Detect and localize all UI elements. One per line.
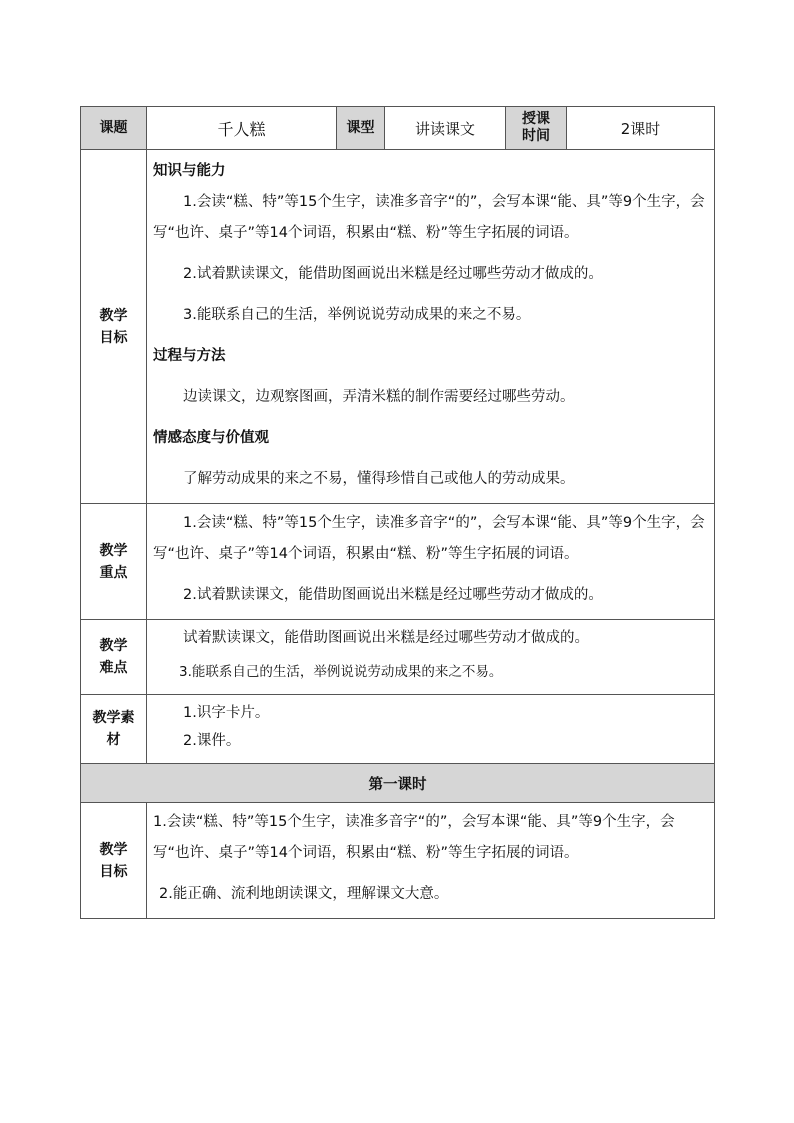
knowledge-item: 1.会读“糕、特”等15个生字，读准多音字“的”，会写本课“能、具”等9个生字，会写“也许、桌子”等14个词语，积累由“糕、粉”等生字拓展的词语。 bbox=[153, 194, 705, 241]
objectives-row bbox=[81, 150, 715, 504]
materials-content bbox=[147, 695, 715, 764]
time-label: 授课时间 bbox=[506, 107, 567, 150]
difficulties-content bbox=[147, 620, 715, 695]
session-objectives-content bbox=[147, 803, 715, 919]
session-objective-item: 2.能正确、流利地朗读课文，理解课文大意。 bbox=[159, 886, 449, 902]
difficulty-item: 3.能联系自己的生活，举例说说劳动成果的来之不易。 bbox=[179, 664, 503, 680]
knowledge-item: 3.能联系自己的生活，举例说说劳动成果的来之不易。 bbox=[183, 307, 531, 323]
emotion-text: 了解劳动成果的来之不易，懂得珍惜自己或他人的劳动成果。 bbox=[183, 471, 575, 487]
objectives-content bbox=[147, 150, 715, 504]
key-points-row bbox=[81, 504, 715, 620]
material-item: 2.课件。 bbox=[183, 733, 241, 749]
topic-label: 课题 bbox=[81, 107, 147, 150]
knowledge-title: 知识与能力 bbox=[153, 163, 226, 179]
type-value: 讲读课文 bbox=[385, 107, 506, 150]
key-points-label: 教学重点 bbox=[81, 504, 147, 620]
difficulties-row bbox=[81, 620, 715, 695]
materials-row bbox=[81, 695, 715, 764]
time-value: 2课时 bbox=[567, 107, 715, 150]
objectives-label: 教学目标 bbox=[81, 150, 147, 504]
session-title: 第一课时 bbox=[81, 764, 715, 803]
materials-label: 教学素材 bbox=[81, 695, 147, 764]
lesson-plan-table bbox=[80, 106, 715, 919]
difficulties-label: 教学难点 bbox=[81, 620, 147, 695]
header-row bbox=[81, 107, 715, 150]
emotion-title: 情感态度与价值观 bbox=[153, 430, 269, 446]
session-row bbox=[81, 764, 715, 803]
session-objectives-label: 教学目标 bbox=[81, 803, 147, 919]
material-item: 1.识字卡片。 bbox=[183, 705, 270, 721]
key-point-item: 1.会读“糕、特”等15个生字，读准多音字“的”，会写本课“能、具”等9个生字，会写“也许、桌子”等14个词语，积累由“糕、粉”等生字拓展的词语。 bbox=[153, 515, 705, 562]
difficulty-item: 试着默读课文，能借助图画说出米糕是经过哪些劳动才做成的。 bbox=[183, 630, 589, 646]
key-points-content bbox=[147, 504, 715, 620]
knowledge-item: 2.试着默读课文，能借助图画说出米糕是经过哪些劳动才做成的。 bbox=[183, 266, 603, 282]
key-point-item: 2.试着默读课文，能借助图画说出米糕是经过哪些劳动才做成的。 bbox=[183, 587, 603, 603]
process-title: 过程与方法 bbox=[153, 348, 226, 364]
type-label: 课型 bbox=[337, 107, 385, 150]
session-objective-item: 1.会读“糕、特”等15个生字，读准多音字“的”，会写本课“能、具”等9个生字，会写“也许、桌子”等14个词语，积累由“糕、粉”等生字拓展的词语。 bbox=[153, 814, 675, 861]
session-objectives-row bbox=[81, 803, 715, 919]
topic-value: 千人糕 bbox=[147, 107, 337, 150]
process-text: 边读课文，边观察图画，弄清米糕的制作需要经过哪些劳动。 bbox=[183, 389, 575, 405]
